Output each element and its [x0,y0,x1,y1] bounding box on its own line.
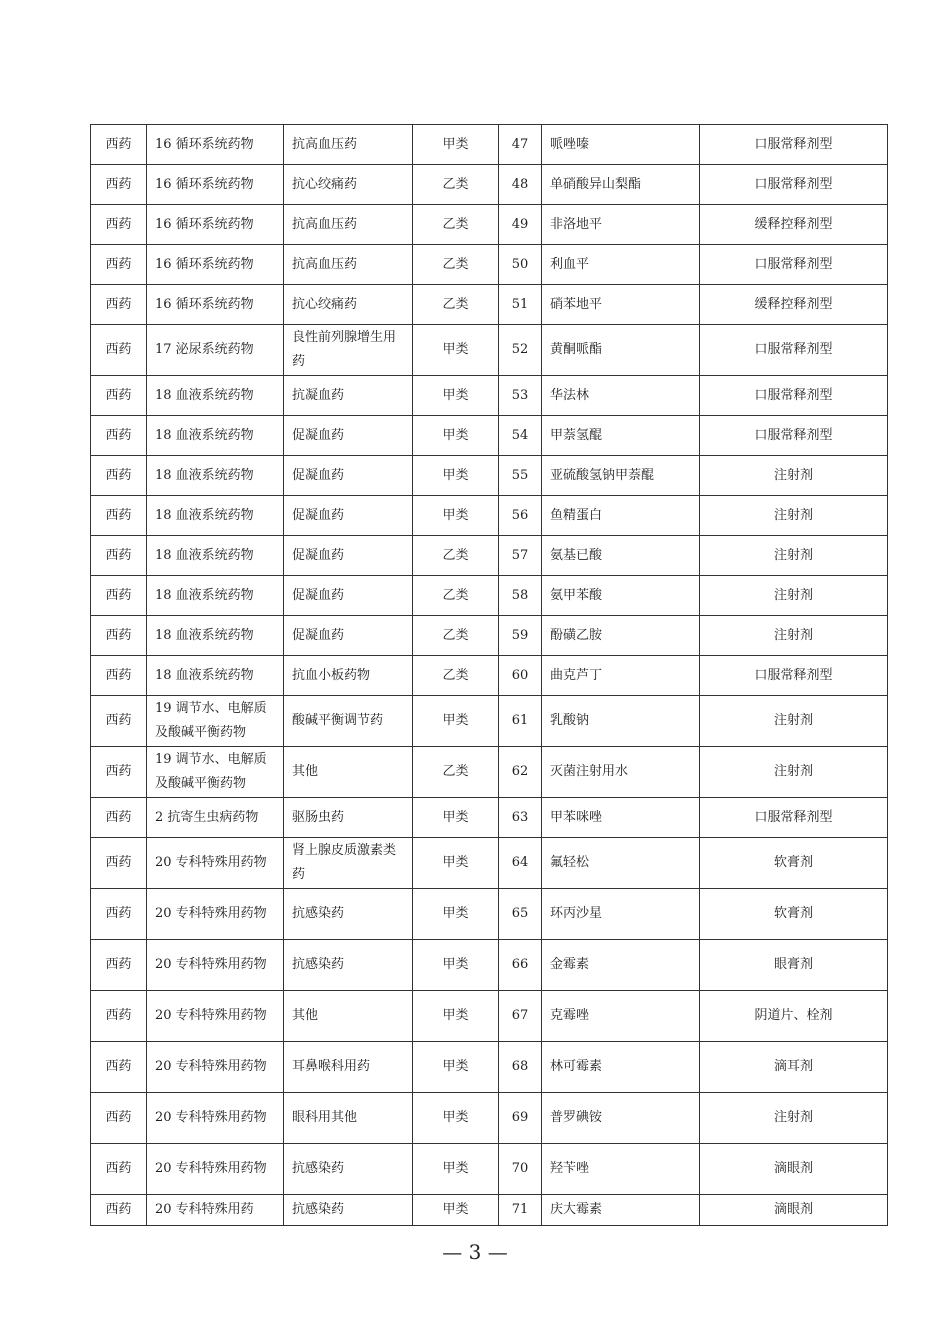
cell-drug-grade: 乙类 [413,205,499,245]
cell-drug-category: 驱肠虫药 [284,798,413,838]
cell-drug-system: 16 循环系统药物 [147,125,284,165]
cell-drug-grade: 乙类 [413,656,499,696]
cell-dosage-form: 缓释控释剂型 [700,205,888,245]
cell-drug-grade: 乙类 [413,747,499,798]
cell-drug-name: 亚硫酸氢钠甲萘醌 [542,456,700,496]
table-row [91,496,888,536]
cell-drug-name: 华法林 [542,376,700,416]
cell-drug-category: 抗感染药 [284,889,413,940]
table-row [91,940,888,991]
table-row [91,1195,888,1226]
cell-dosage-form: 注射剂 [700,536,888,576]
table-row [91,747,888,798]
table-row [91,838,888,889]
cell-drug-category: 抗感染药 [284,940,413,991]
cell-drug-type: 西药 [91,656,147,696]
cell-dosage-form: 注射剂 [700,696,888,747]
cell-drug-system: 18 血液系统药物 [147,616,284,656]
cell-dosage-form: 口服常释剂型 [700,325,888,376]
cell-drug-name: 曲克芦丁 [542,656,700,696]
cell-drug-type: 西药 [91,456,147,496]
cell-dosage-form: 眼膏剂 [700,940,888,991]
cell-drug-category: 促凝血药 [284,416,413,456]
cell-drug-category: 抗感染药 [284,1144,413,1195]
drug-list-table [90,124,888,1226]
table-row [91,325,888,376]
cell-drug-grade: 甲类 [413,376,499,416]
cell-dosage-form: 口服常释剂型 [700,376,888,416]
cell-drug-system: 18 血液系统药物 [147,576,284,616]
cell-drug-name: 环丙沙星 [542,889,700,940]
cell-drug-name: 黄酮哌酯 [542,325,700,376]
cell-drug-name: 氨基已酸 [542,536,700,576]
cell-drug-category: 抗凝血药 [284,376,413,416]
table-row [91,1144,888,1195]
cell-drug-grade: 甲类 [413,456,499,496]
cell-drug-system: 20 专科特殊用药物 [147,991,284,1042]
cell-drug-system: 16 循环系统药物 [147,205,284,245]
cell-drug-system: 20 专科特殊用药物 [147,1093,284,1144]
cell-drug-type: 西药 [91,416,147,456]
cell-drug-number: 60 [499,656,542,696]
cell-drug-name: 庆大霉素 [542,1195,700,1226]
cell-drug-system: 20 专科特殊用药物 [147,1144,284,1195]
cell-drug-number: 51 [499,285,542,325]
cell-drug-number: 49 [499,205,542,245]
cell-drug-category: 促凝血药 [284,536,413,576]
cell-drug-name: 羟苄唑 [542,1144,700,1195]
cell-drug-grade: 乙类 [413,245,499,285]
table-row [91,416,888,456]
cell-drug-type: 西药 [91,205,147,245]
cell-drug-category: 其他 [284,747,413,798]
cell-drug-name: 酚磺乙胺 [542,616,700,656]
cell-drug-number: 53 [499,376,542,416]
cell-drug-name: 乳酸钠 [542,696,700,747]
cell-drug-type: 西药 [91,496,147,536]
cell-dosage-form: 口服常释剂型 [700,416,888,456]
cell-drug-grade: 甲类 [413,1195,499,1226]
table-row [91,798,888,838]
cell-drug-system: 20 专科特殊用药物 [147,1042,284,1093]
cell-drug-type: 西药 [91,1093,147,1144]
cell-drug-system: 18 血液系统药物 [147,656,284,696]
cell-drug-grade: 甲类 [413,416,499,456]
cell-drug-number: 68 [499,1042,542,1093]
cell-drug-grade: 甲类 [413,991,499,1042]
cell-drug-system: 19 调节水、电解质及酸碱平衡药物 [147,747,284,798]
cell-dosage-form: 阴道片、栓剂 [700,991,888,1042]
cell-drug-number: 47 [499,125,542,165]
cell-drug-category: 促凝血药 [284,616,413,656]
cell-dosage-form: 软膏剂 [700,838,888,889]
table-row [91,991,888,1042]
cell-drug-grade: 甲类 [413,889,499,940]
cell-drug-system: 18 血液系统药物 [147,536,284,576]
cell-drug-number: 66 [499,940,542,991]
cell-drug-system: 20 专科特殊用药物 [147,889,284,940]
cell-dosage-form: 注射剂 [700,456,888,496]
cell-drug-number: 55 [499,456,542,496]
cell-drug-number: 56 [499,496,542,536]
cell-drug-system: 20 专科特殊用药物 [147,940,284,991]
cell-drug-name: 林可霉素 [542,1042,700,1093]
cell-drug-system: 16 循环系统药物 [147,285,284,325]
cell-drug-number: 65 [499,889,542,940]
cell-drug-type: 西药 [91,1195,147,1226]
cell-drug-name: 甲苯咪唑 [542,798,700,838]
cell-dosage-form: 口服常释剂型 [700,245,888,285]
cell-drug-system: 18 血液系统药物 [147,376,284,416]
cell-drug-name: 金霉素 [542,940,700,991]
cell-drug-number: 57 [499,536,542,576]
cell-drug-grade: 甲类 [413,940,499,991]
cell-drug-name: 氨甲苯酸 [542,576,700,616]
cell-drug-category: 眼科用其他 [284,1093,413,1144]
page-number: — 3 — [442,1240,508,1264]
cell-drug-name: 非洛地平 [542,205,700,245]
table-row [91,165,888,205]
cell-drug-name: 氟轻松 [542,838,700,889]
cell-drug-name: 鱼精蛋白 [542,496,700,536]
cell-drug-number: 64 [499,838,542,889]
cell-drug-type: 西药 [91,747,147,798]
cell-drug-system: 19 调节水、电解质及酸碱平衡药物 [147,696,284,747]
cell-drug-name: 单硝酸异山梨酯 [542,165,700,205]
cell-drug-type: 西药 [91,536,147,576]
cell-drug-type: 西药 [91,125,147,165]
cell-drug-type: 西药 [91,376,147,416]
cell-drug-type: 西药 [91,940,147,991]
cell-drug-category: 促凝血药 [284,456,413,496]
cell-drug-number: 58 [499,576,542,616]
cell-drug-type: 西药 [91,991,147,1042]
cell-dosage-form: 缓释控释剂型 [700,285,888,325]
cell-drug-category: 抗心绞痛药 [284,165,413,205]
cell-drug-category: 促凝血药 [284,576,413,616]
table-row [91,656,888,696]
table-row [91,245,888,285]
cell-drug-type: 西药 [91,576,147,616]
cell-drug-name: 灭菌注射用水 [542,747,700,798]
cell-drug-number: 71 [499,1195,542,1226]
cell-drug-system: 16 循环系统药物 [147,165,284,205]
cell-drug-system: 20 专科特殊用药物 [147,838,284,889]
cell-dosage-form: 注射剂 [700,1093,888,1144]
cell-dosage-form: 口服常释剂型 [700,165,888,205]
cell-drug-type: 西药 [91,165,147,205]
cell-drug-type: 西药 [91,616,147,656]
cell-dosage-form: 注射剂 [700,747,888,798]
cell-drug-type: 西药 [91,798,147,838]
cell-drug-grade: 甲类 [413,1093,499,1144]
cell-drug-grade: 甲类 [413,496,499,536]
table-body [91,125,888,1226]
cell-drug-system: 20 专科特殊用药 [147,1195,284,1226]
table-row [91,536,888,576]
cell-drug-system: 18 血液系统药物 [147,416,284,456]
cell-drug-grade: 乙类 [413,616,499,656]
cell-drug-system: 16 循环系统药物 [147,245,284,285]
cell-dosage-form: 口服常释剂型 [700,798,888,838]
cell-dosage-form: 口服常释剂型 [700,125,888,165]
cell-drug-type: 西药 [91,245,147,285]
cell-drug-system: 18 血液系统药物 [147,456,284,496]
cell-drug-number: 52 [499,325,542,376]
cell-drug-grade: 甲类 [413,125,499,165]
cell-drug-grade: 甲类 [413,798,499,838]
cell-drug-number: 69 [499,1093,542,1144]
cell-drug-grade: 甲类 [413,838,499,889]
cell-drug-number: 48 [499,165,542,205]
cell-drug-category: 抗感染药 [284,1195,413,1226]
cell-drug-name: 利血平 [542,245,700,285]
cell-drug-grade: 乙类 [413,576,499,616]
cell-drug-category: 促凝血药 [284,496,413,536]
cell-drug-type: 西药 [91,838,147,889]
cell-drug-type: 西药 [91,696,147,747]
cell-drug-grade: 甲类 [413,696,499,747]
cell-drug-number: 50 [499,245,542,285]
cell-drug-number: 62 [499,747,542,798]
cell-drug-category: 抗高血压药 [284,125,413,165]
cell-dosage-form: 注射剂 [700,496,888,536]
cell-drug-number: 63 [499,798,542,838]
table-row [91,456,888,496]
cell-drug-system: 2 抗寄生虫病药物 [147,798,284,838]
cell-drug-grade: 乙类 [413,285,499,325]
cell-drug-number: 61 [499,696,542,747]
cell-drug-name: 硝苯地平 [542,285,700,325]
cell-dosage-form: 注射剂 [700,616,888,656]
cell-drug-grade: 甲类 [413,1144,499,1195]
cell-drug-category: 耳鼻喉科用药 [284,1042,413,1093]
cell-drug-category: 抗血小板药物 [284,656,413,696]
cell-drug-type: 西药 [91,1042,147,1093]
cell-dosage-form: 软膏剂 [700,889,888,940]
cell-drug-category: 酸碱平衡调节药 [284,696,413,747]
cell-dosage-form: 滴眼剂 [700,1195,888,1226]
cell-drug-name: 哌唑嗪 [542,125,700,165]
table-row [91,616,888,656]
cell-drug-name: 甲萘氢醌 [542,416,700,456]
cell-drug-grade: 乙类 [413,536,499,576]
cell-drug-number: 70 [499,1144,542,1195]
cell-dosage-form: 滴耳剂 [700,1042,888,1093]
cell-drug-system: 17 泌尿系统药物 [147,325,284,376]
cell-dosage-form: 滴眼剂 [700,1144,888,1195]
table-row [91,285,888,325]
cell-drug-category: 其他 [284,991,413,1042]
cell-drug-type: 西药 [91,889,147,940]
cell-drug-grade: 甲类 [413,1042,499,1093]
cell-drug-number: 59 [499,616,542,656]
cell-drug-type: 西药 [91,285,147,325]
cell-drug-name: 克霉唑 [542,991,700,1042]
cell-drug-number: 54 [499,416,542,456]
cell-drug-type: 西药 [91,1144,147,1195]
cell-drug-category: 良性前列腺增生用药 [284,325,413,376]
cell-drug-number: 67 [499,991,542,1042]
table-row [91,576,888,616]
cell-drug-category: 抗高血压药 [284,205,413,245]
cell-drug-category: 抗心绞痛药 [284,285,413,325]
table-row [91,1042,888,1093]
cell-drug-name: 普罗碘铵 [542,1093,700,1144]
table-row [91,889,888,940]
cell-drug-grade: 甲类 [413,325,499,376]
cell-drug-system: 18 血液系统药物 [147,496,284,536]
cell-dosage-form: 注射剂 [700,576,888,616]
table-row [91,1093,888,1144]
table-row [91,205,888,245]
cell-drug-type: 西药 [91,325,147,376]
cell-drug-grade: 乙类 [413,165,499,205]
cell-drug-category: 肾上腺皮质激素类药 [284,838,413,889]
cell-dosage-form: 口服常释剂型 [700,656,888,696]
table-row [91,125,888,165]
table-row [91,376,888,416]
cell-drug-category: 抗高血压药 [284,245,413,285]
table-row [91,696,888,747]
